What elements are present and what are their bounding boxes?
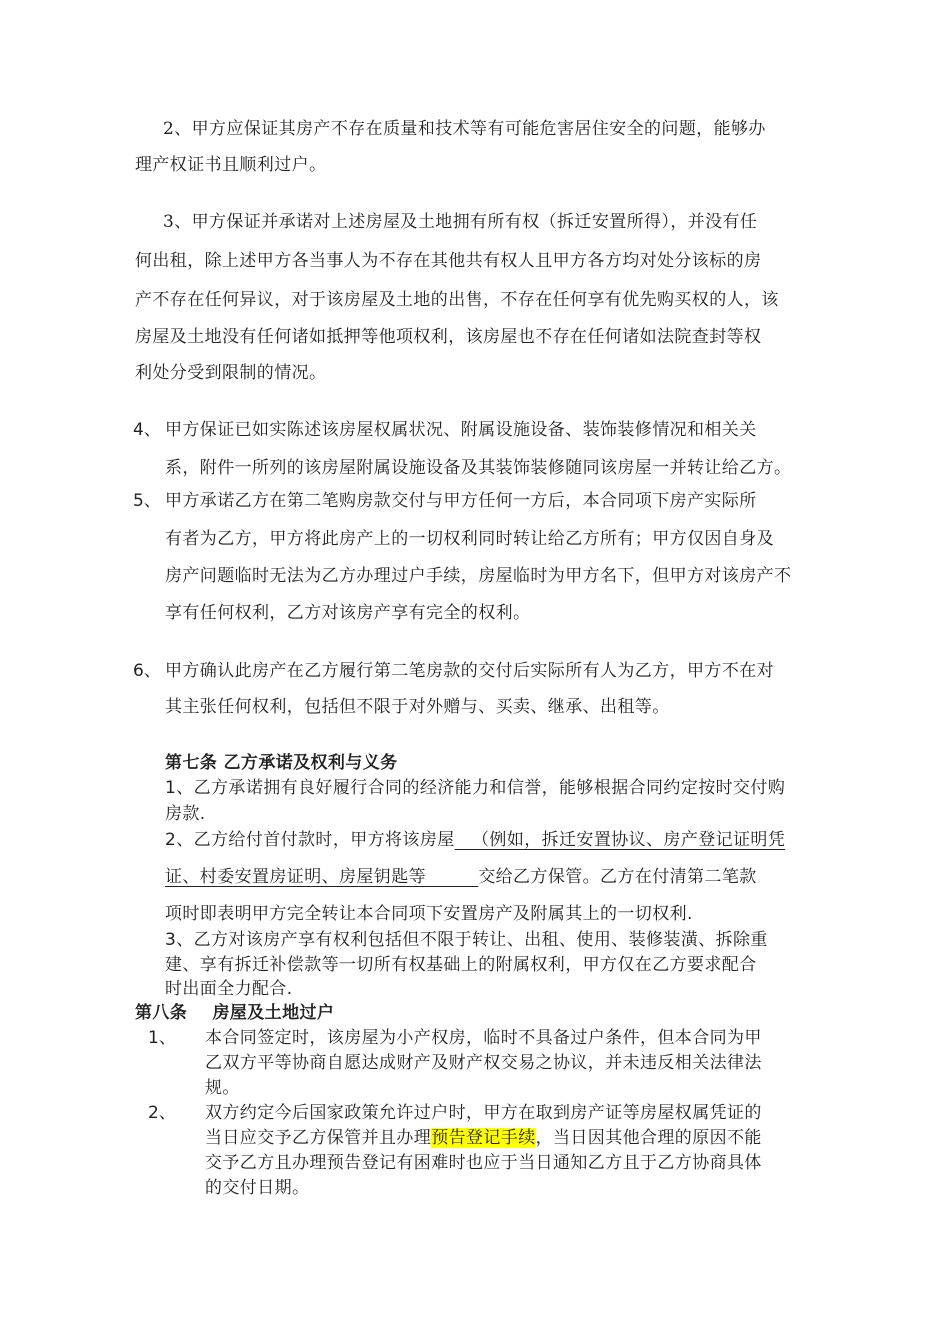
clause7-item3-line3: 时出面全力配合. [165, 979, 293, 999]
clause6-item6-line2: 其主张任何权利，包括但不限于对外赠与、买卖、继承、出租等。 [165, 697, 670, 717]
clause8-item1-number: 1、 [148, 1028, 176, 1048]
clause6-item5-line3: 房产问题临时无法为乙方办理过户手续，房屋临时为甲方名下，但甲方对该房产不 [165, 566, 792, 586]
highlighted-phrase: 预告登记手续 [431, 1128, 536, 1148]
clause8-item2-number: 2、 [148, 1103, 176, 1123]
clause7-item2-prefix: 2、乙方给付首付款时，甲方将该房屋 [165, 830, 455, 850]
clause7-item3-line1: 3、乙方对该房产享有权利包括但不限于转让、出租、使用、装修装潢、拆除重 [165, 930, 768, 950]
clause6-item3-line1: 3、甲方保证并承诺对上述房屋及土地拥有所有权（拆迁安置所得），并没有任 [163, 212, 758, 232]
clause8-item2-line2-pre: 当日应交予乙方保管并且办理 [205, 1128, 432, 1148]
clause6-item5-number: 5、 [133, 491, 161, 511]
clause6-item3-line2: 何出租，除上述甲方各当事人为不存在其他共有权人且甲方各方均对处分该标的房 [135, 251, 762, 271]
clause6-item3-line3: 产不存在任何异议，对于该房屋及土地的出售，不存在任何享有优先购买权的人，该 [135, 290, 779, 310]
clause6-item2-line2: 理产权证书且顺利过户。 [135, 155, 327, 175]
clause8-item1-line2: 乙双方平等协商自愿达成财产及财产权交易之协议，并未违反相关法律法 [205, 1053, 762, 1073]
clause6-item5-line2: 有者为乙方，甲方将此房产上的一切权利同时转让给乙方所有；甲方仅因自身及 [165, 529, 774, 549]
clause8-item2-line4: 的交付日期。 [205, 1178, 310, 1198]
clause8-item2-line3: 交予乙方且办理预告登记有困难时也应于当日通知乙方且于乙方协商具体 [205, 1153, 762, 1173]
clause7-item2-line3: 项时即表明甲方完全转让本合同项下安置房产及附属其上的一切权利. [165, 904, 693, 924]
clause7-item2-suffix: 交给乙方保管。乙方在付清第二笔款 [478, 867, 757, 887]
clause7-item2-line2 [165, 862, 757, 887]
clause6-item5-line4: 享有任何权利，乙方对该房产享有完全的权利。 [165, 603, 531, 623]
clause7-item3-line2: 建、享有拆迁补偿款等一切所有权基础上的附属权利，甲方仅在乙方要求配合 [165, 955, 757, 975]
clause6-item6-number: 6、 [133, 661, 161, 681]
clause6-item4-line2: 系，附件一所列的该房屋附属设施设备及其装饰装修随同该房屋一并转让给乙方。 [165, 458, 792, 478]
clause7-item2-fill-blank-1: （例如，拆迁安置协议、房产登记证明凭 [454, 830, 786, 850]
clause8-item2-line1: 双方约定今后国家政策允许过户时，甲方在取到房产证等房屋权属凭证的 [205, 1103, 762, 1123]
clause7-item2-line1 [165, 825, 785, 850]
clause6-item3-line5: 利处分受到限制的情况。 [135, 363, 327, 383]
clause6-item2-line1: 2、甲方应保证其房产不存在质量和技术等有可能危害居住安全的问题，能够办 [163, 119, 766, 139]
clause6-item3-line4: 房屋及土地没有任何诸如抵押等他项权利，该房屋也不存在任何诸如法院查封等权 [135, 327, 762, 347]
clause6-item6-line1: 甲方确认此房产在乙方履行第二笔房款的交付后实际所有人为乙方，甲方不在对 [165, 661, 774, 681]
clause8-item2-line2-post: ，当日因其他合理的原因不能 [535, 1128, 762, 1148]
clause7-item1-line1: 1、乙方承诺拥有良好履行合同的经济能力和信誉，能够根据合同约定按时交付购 [165, 778, 786, 798]
clause6-item5-line1: 甲方承诺乙方在第二笔购房款交付与甲方任何一方后，本合同项下房产实际所 [165, 491, 757, 511]
clause7-item2-fill-blank-2: 证、村委安置房证明、房屋钥匙等 [165, 867, 479, 887]
clause7-item1-line2: 房款. [165, 804, 206, 824]
clause8-title: 第八条 房屋及土地过户 [135, 1003, 335, 1023]
clause6-item4-line1: 甲方保证已如实陈述该房屋权属状况、附属设施设备、装饰装修情况和相关关 [165, 420, 757, 440]
clause8-item1-line3: 规。 [205, 1078, 240, 1098]
clause8-item2-line2 [205, 1123, 762, 1148]
clause7-title: 第七条 乙方承诺及权利与义务 [165, 753, 398, 773]
clause6-item4-number: 4、 [133, 420, 161, 440]
clause8-item1-line1: 本合同签定时，该房屋为小产权房，临时不具备过户条件，但本合同为甲 [205, 1028, 762, 1048]
